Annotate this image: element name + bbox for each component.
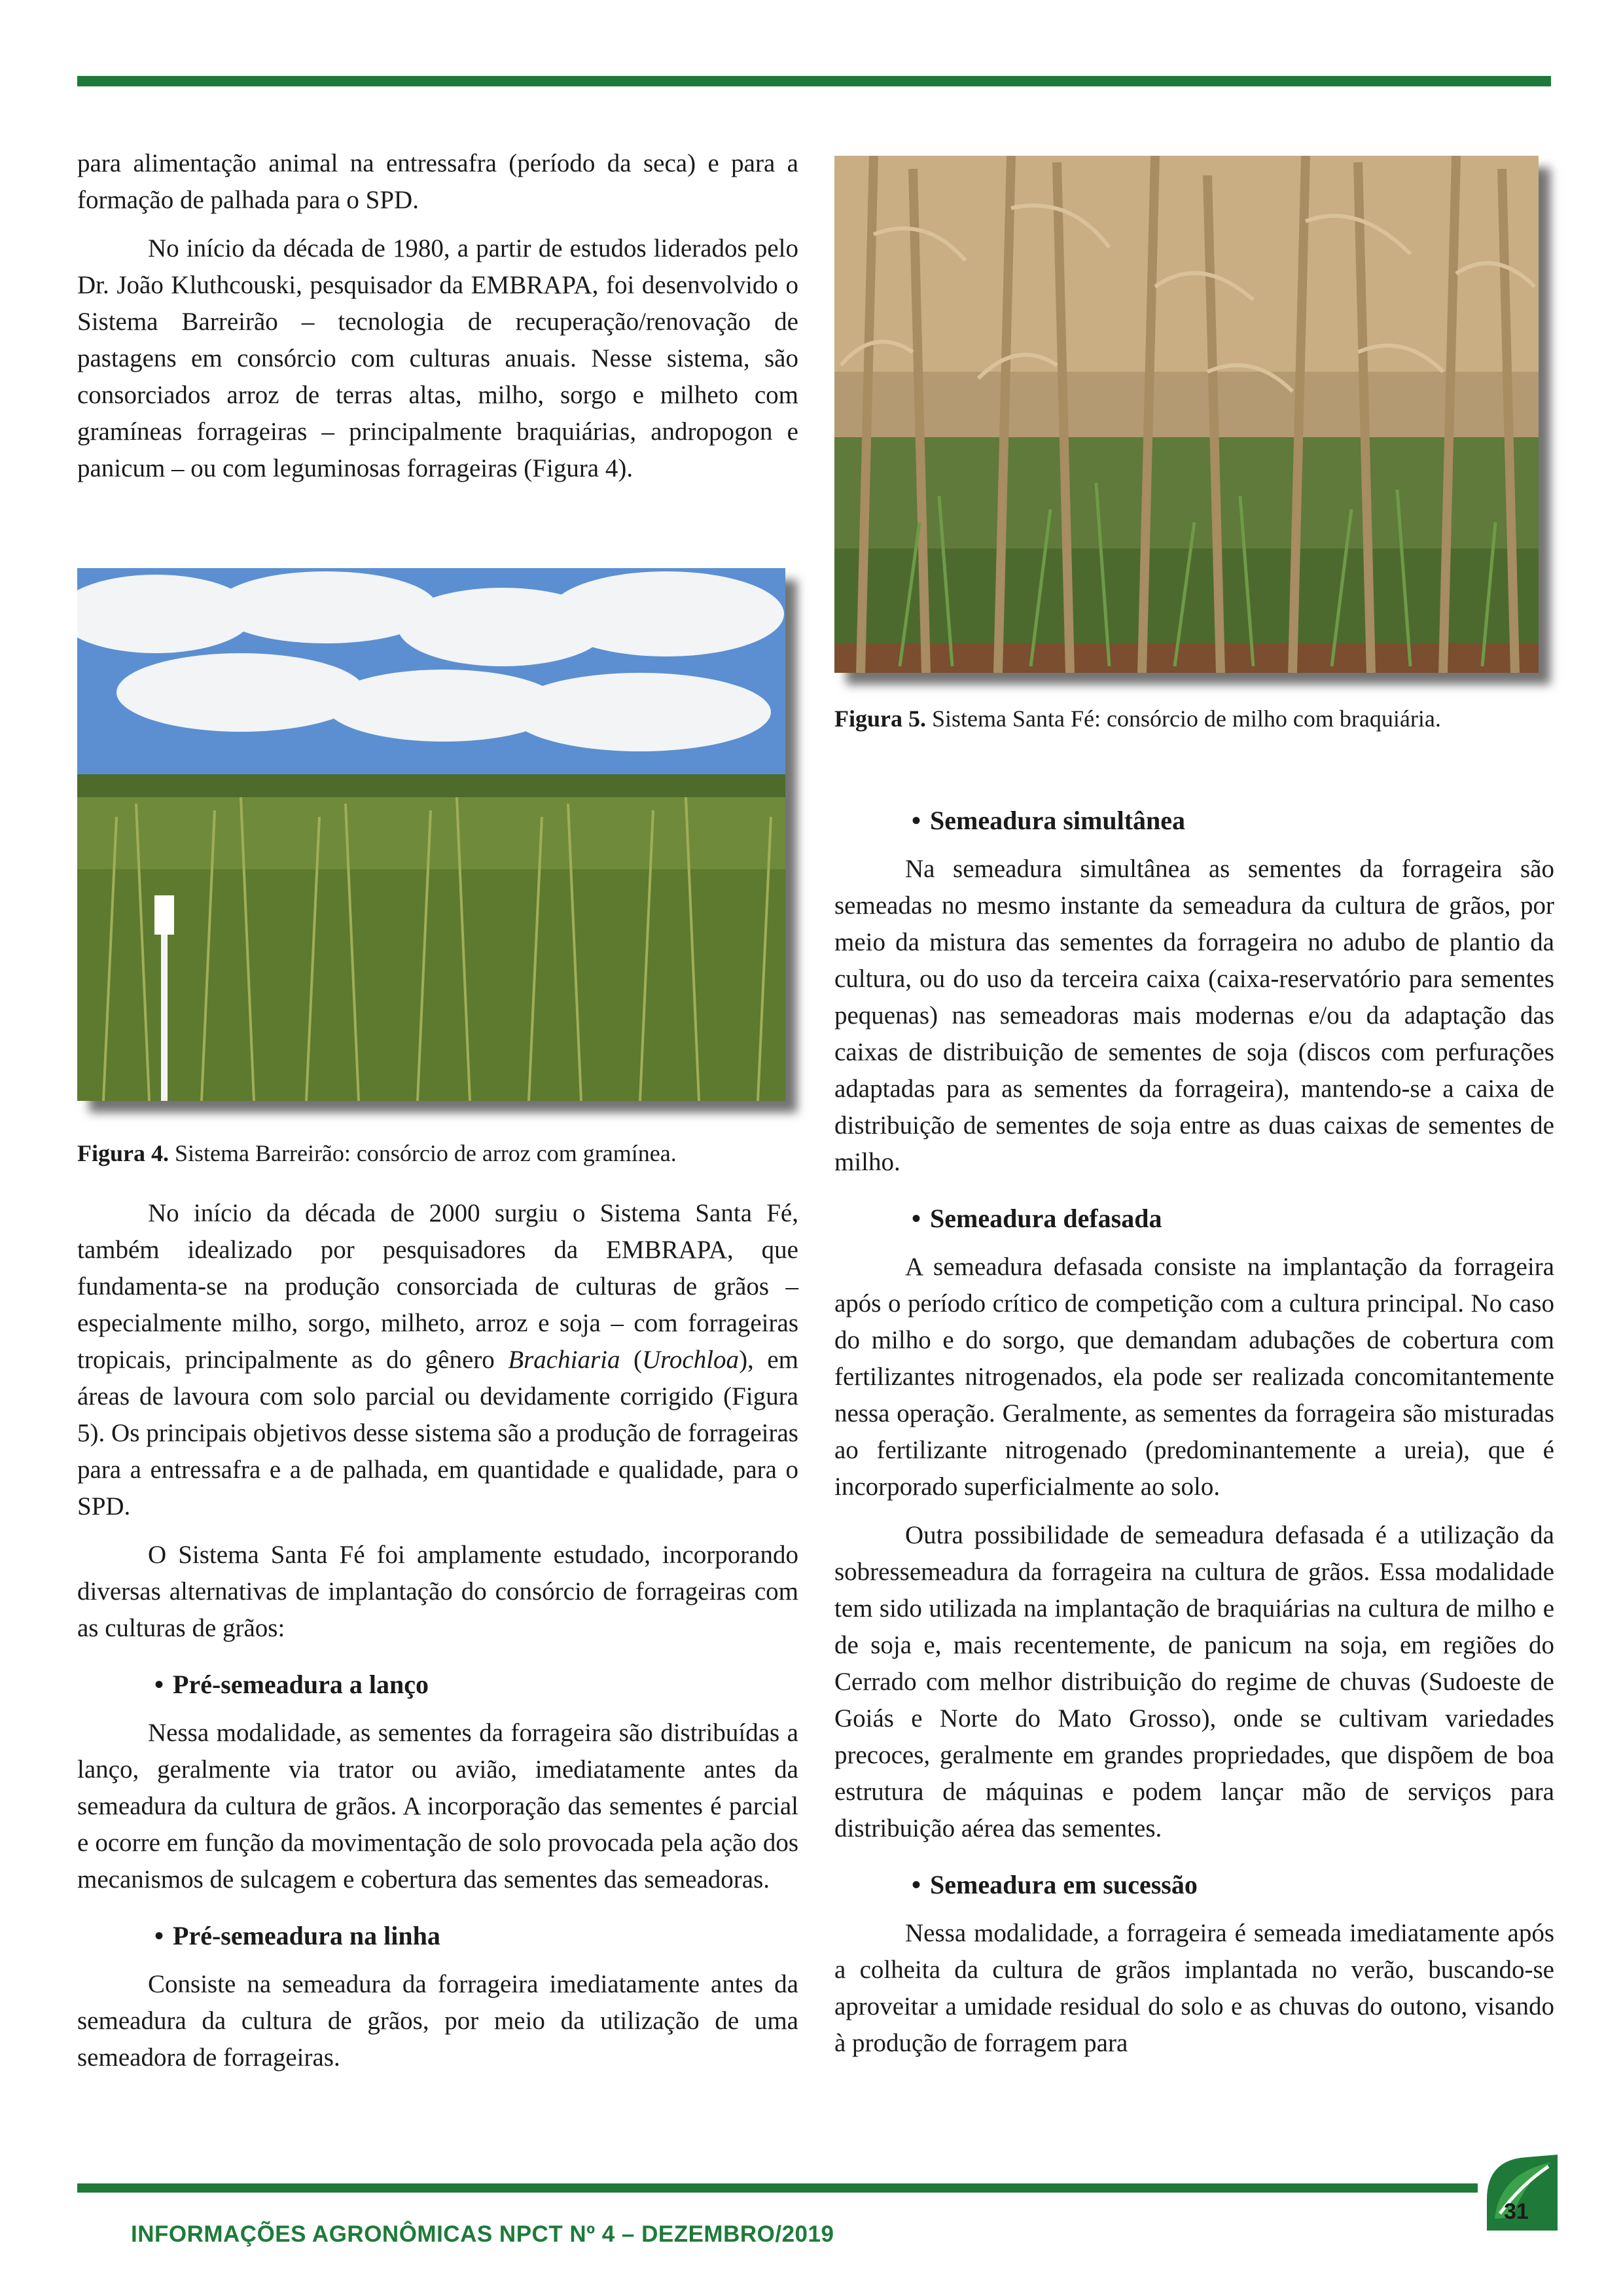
paragraph-barreirao: No início da década de 1980, a partir de estudos liderados pelo Dr. João Kluthcouski, pesquisador da EMBRAPA, foi desenvolvido o Sistema Barreirão – tecnologia de recuperação/renovação de pastagens em consórcio com culturas anuais. Nesse sistema, são consorciados arroz de terras altas, milho, sorgo e milheto com gramíneas forrageiras – principalmente braquiárias, andropogon e panicum – ou com leguminosas forrageiras (Figura 4).: [77, 234, 798, 482]
heading-semeadura-sucessao: • Semeadura em sucessão: [912, 1870, 1198, 1899]
paragraph-semeadura-defasada-1: A semeadura defasada consiste na implantação da forrageira após o período crítico de competição com a cultura principal. No caso do milho e do sorgo, que demandam adubações de cobertura com fertilizantes nitrogenados, ela pode ser realizada concomitantemente nessa operação. Geralmente, as sementes da forrageira são misturadas ao fertilizante nitrogenado (predominantemente a ureia), que é incorporado superficialmente ao solo.: [834, 1253, 1554, 1501]
paragraph-pre-semeadura-linha: Consiste na semeadura da forrageira imediatamente antes da semeadura da cultura de grãos, por meio da utilização de uma semeadora de forrageiras.: [77, 1970, 798, 2072]
top-rule: [77, 76, 1551, 86]
corn-field-photo: [834, 156, 1539, 673]
right-column: [834, 802, 1554, 2062]
heading-pre-semeadura-linha: • Pré-semeadura na linha: [154, 1921, 440, 1950]
heading-pre-semeadura-lanco: • Pré-semeadura a lanço: [154, 1670, 429, 1699]
rice-field-photo: [77, 568, 785, 1101]
left-column-bottom: [77, 1195, 798, 2076]
paragraph-santa-fe-studied: O Sistema Santa Fé foi amplamente estudado, incorporando diversas alternativas de implantação do consórcio de forrageiras com as culturas de grãos:: [77, 1541, 798, 1642]
paragraph-pre-semeadura-lanco: Nessa modalidade, as sementes da forrageira são distribuídas a lanço, geralmente via trator ou avião, imediatamente antes da semeadura da cultura de grãos. A incorporação das sementes é parcial e ocorre em função da movimentação de solo provocada pela ação dos mecanismos de sulcagem e cobertura das sementes das semeadoras.: [77, 1719, 798, 1893]
genus-brachiaria: Brachiaria: [508, 1346, 620, 1374]
page-number: 31: [1504, 2199, 1529, 2224]
paragraph-semeadura-sucessao: Nessa modalidade, a forrageira é semeada imediatamente após a colheita da cultura de grãos implantada no verão, buscando-se aproveitar a umidade residual do solo e as chuvas do outono, visando à produção de forragem para: [834, 1919, 1554, 2057]
paragraph-continuation: para alimentação animal na entressafra (período da seca) e para a formação de palhada para o SPD.: [77, 149, 798, 214]
left-column-top: [77, 145, 798, 487]
paragraph-semeadura-defasada-2: Outra possibilidade de semeadura defasada é a utilização da sobressemeadura da forrageira na cultura de grãos. Essa modalidade tem sido utilizada na implantação de braquiárias na cultura de milho e de soja e, mais recentemente, de panicum na soja, em regiões do Cerrado com melhor distribuição do regime de chuvas (Sudoeste de Goiás e Norte do Mato Grosso), onde se cultivam variedades precoces, geralmente em grandes propriedades, que dispõem de boa estrutura de máquinas e podem lançar mão de serviços para distribuição aérea das sementes.: [834, 1521, 1554, 1842]
bottom-rule: [77, 2183, 1478, 2193]
figure-4-image: [77, 568, 785, 1101]
genus-urochloa: Urochloa: [642, 1346, 740, 1374]
journal-footer: INFORMAÇÕES AGRONÔMICAS NPCT Nº 4 – DEZEMBRO/2019: [131, 2221, 834, 2247]
figure-5-caption: Figura 5. Sistema Santa Fé: consórcio de milho com braquiária.: [834, 706, 1441, 732]
paragraph-santa-fe: No início da década de 2000 surgiu o Sistema Santa Fé, também idealizado por pesquisadores da EMBRAPA, que fundamenta-se na produção consorciada de culturas de grãos – especialmente milho, sorgo, milheto, arroz e soja – com forrageiras tropicais, principalmente as do gênero Brachiaria (Urochloa), em áreas de lavoura com solo parcial ou devidamente corrigido (Figura 5). Os principais objetivos desse sistema são a produção de forrageiras para a entressafra e a de palhada, em quantidade e qualidade, para o SPD.: [77, 1199, 798, 1520]
heading-semeadura-defasada: • Semeadura defasada: [912, 1204, 1162, 1233]
figure-5-image: [834, 156, 1539, 673]
heading-semeadura-simultanea: • Semeadura simultânea: [912, 806, 1186, 835]
paragraph-semeadura-simultanea: Na semeadura simultânea as sementes da forrageira são semeadas no mesmo instante da semeadura da cultura de grãos, por meio da mistura das sementes da forrageira no adubo de plantio da cultura, ou do uso da terceira caixa (caixa-reservatório para sementes pequenas) nas semeadoras mais modernas e/ou da adaptação das caixas de distribuição de sementes de soja (discos com perfurações adaptadas para as sementes da forrageira), mantendo-se a caixa de distribuição de sementes de soja entre as duas caixas de sementes de milho.: [834, 855, 1554, 1176]
figure-4-caption: Figura 4. Sistema Barreirão: consórcio de arroz com gramínea.: [77, 1140, 677, 1166]
